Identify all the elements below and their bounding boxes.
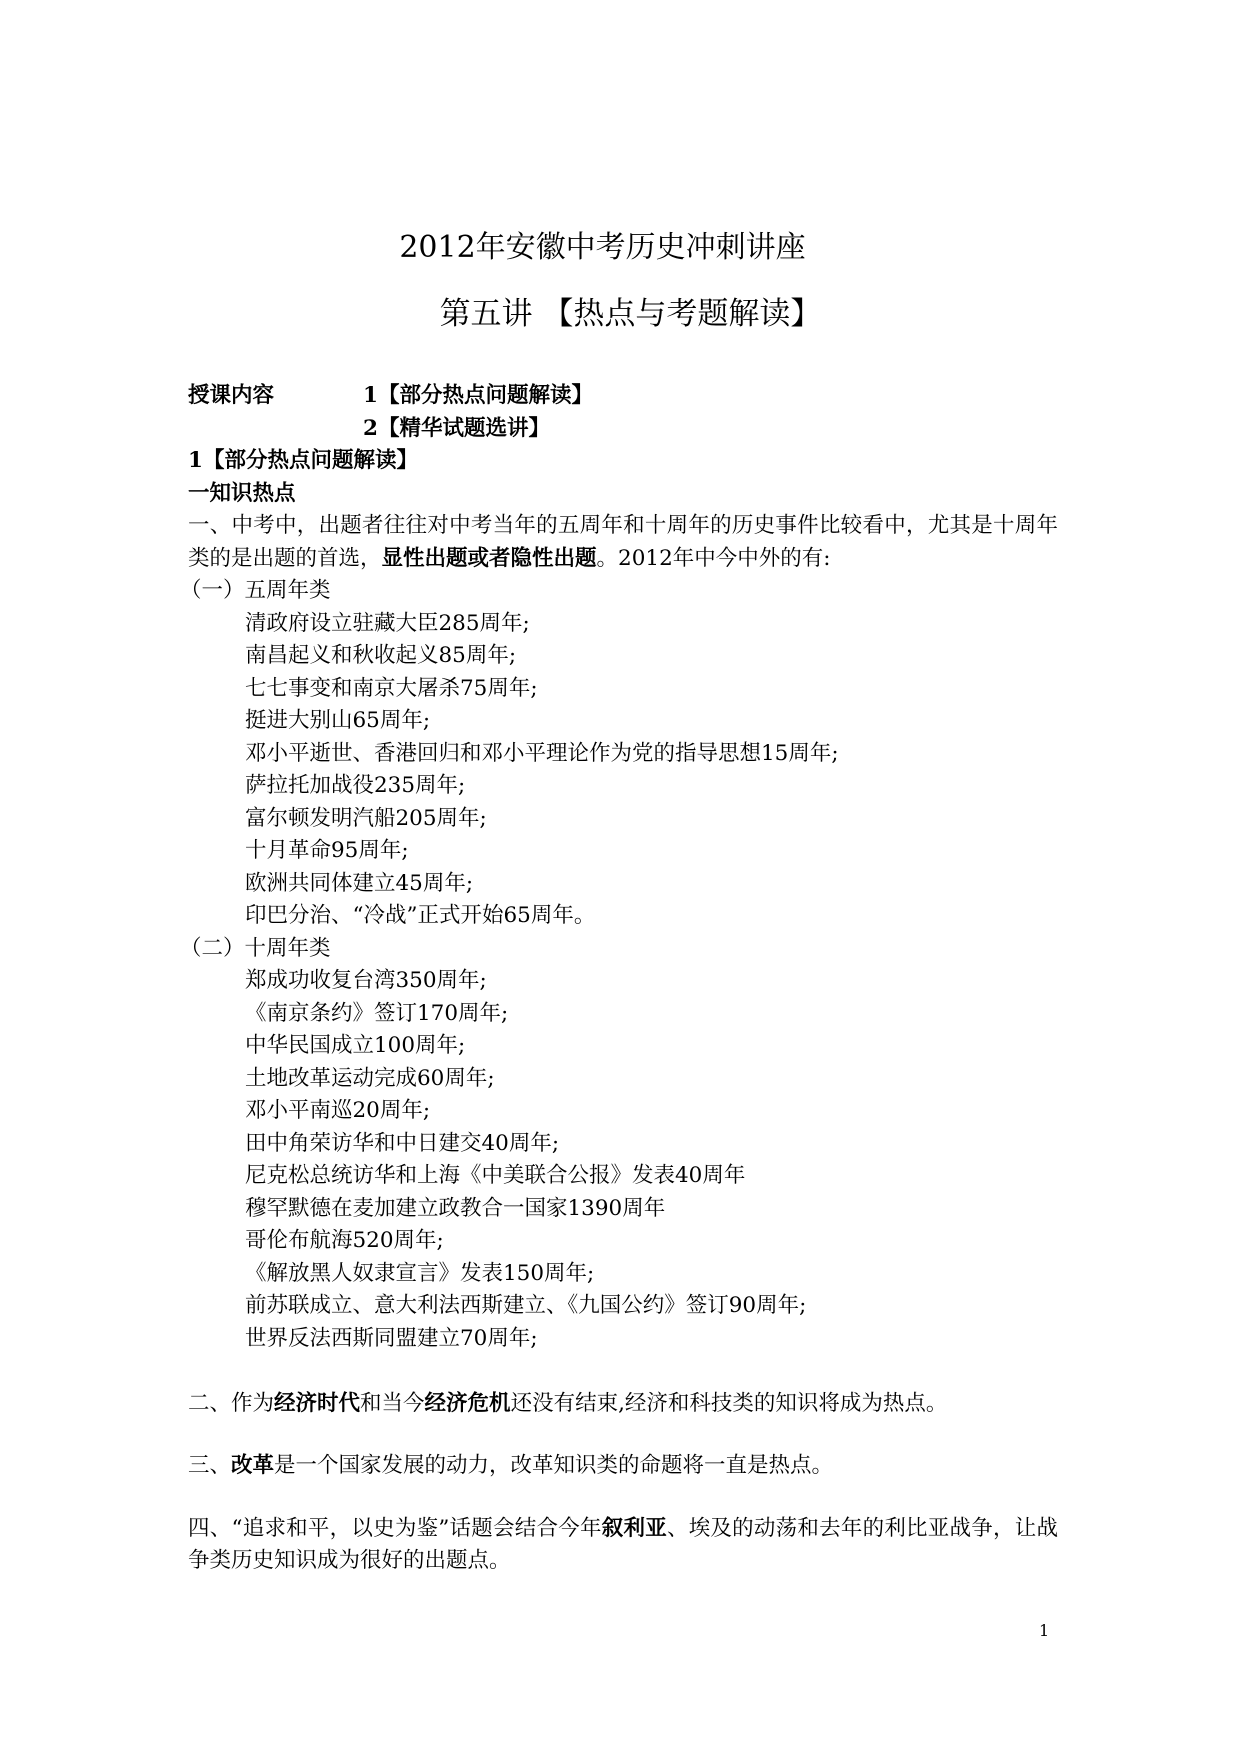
paragraph-text: 、埃及的动荡和去年的利比亚战争，让战争类历史知识成为很好的出题点。 — [188, 1515, 1058, 1573]
list-item: 邓小平南巡20周年; — [245, 1098, 431, 1123]
emphasis-text: 经济危机 — [424, 1390, 511, 1416]
spacer — [188, 1355, 1058, 1388]
list-item: 南昌起义和秋收起义85周年; — [245, 643, 517, 668]
list-item: 挺进大别山65周年; — [245, 708, 431, 733]
document-body — [180, 380, 1058, 1578]
list-item: 尼克松总统访华和上海《中美联合公报》发表40周年 — [245, 1163, 746, 1188]
paragraph-text: 。2012年中今中外的有: — [596, 545, 831, 571]
emphasis-text: 叙利亚 — [601, 1515, 667, 1541]
five-year-list — [188, 608, 1058, 933]
list-item: 富尔顿发明汽船205周年; — [245, 805, 487, 831]
spacer — [188, 1420, 1058, 1450]
paragraph-text: 还没有结束,经济和科技类的知识将成为热点。 — [510, 1390, 948, 1416]
document-title: 2012年安徽中考历史冲刺讲座 — [399, 230, 806, 265]
list-item: 前苏联成立、意大利法西斯建立、《九国公约》签订90周年; — [245, 1293, 807, 1318]
emphasis-text: 显性出题或者隐性出题 — [381, 545, 597, 571]
list-item: 印巴分治、“冷战”正式开始65周年。 — [245, 903, 596, 928]
outline-item: 1【部分热点问题解读】 — [363, 383, 593, 408]
list-item: 世界反法西斯同盟建立70周年; — [245, 1325, 538, 1351]
section-subheading: 一知识热点 — [188, 480, 296, 506]
paragraph-text: 是一个国家发展的动力，改革知识类的命题将一直是热点。 — [274, 1453, 834, 1478]
list-item: 郑成功收复台湾350周年; — [245, 968, 487, 993]
list-item: 七七事变和南京大屠杀75周年; — [245, 675, 538, 701]
paragraph-text: 三、 — [188, 1453, 232, 1478]
spacer — [188, 1483, 1058, 1513]
hotspot-paragraph-3 — [188, 1450, 1058, 1483]
five-year-heading: （一）五周年类 — [180, 578, 331, 603]
emphasis-text: 改革 — [231, 1453, 275, 1478]
list-item: 哥伦布航海520周年; — [245, 1228, 444, 1253]
emphasis-text: 经济时代 — [274, 1390, 361, 1416]
document-subtitle: 第五讲 【热点与考题解读】 — [439, 296, 822, 332]
list-item: 邓小平逝世、香港回归和邓小平理论作为党的指导思想15周年; — [245, 740, 839, 766]
paragraph-text: 二、作为 — [188, 1390, 275, 1416]
list-item: 十月革命95周年; — [245, 838, 409, 863]
hotspot-paragraph-1 — [188, 510, 1058, 575]
list-item: 田中角荣访华和中日建交40周年; — [245, 1130, 560, 1156]
list-item: 《南京条约》签订170周年; — [245, 1000, 509, 1026]
course-outline — [188, 380, 1058, 445]
paragraph-text: 和当今 — [360, 1390, 425, 1416]
hotspot-paragraph-4 — [188, 1513, 1058, 1578]
list-item: 土地改革运动完成60周年; — [245, 1065, 495, 1091]
paragraph-text: 四、“追求和平，以史为鉴”话题会结合今年 — [188, 1515, 602, 1541]
hotspot-paragraph-2 — [188, 1388, 1058, 1421]
list-item: 萨拉托加战役235周年; — [245, 773, 466, 798]
ten-year-heading: （二）十周年类 — [180, 935, 331, 961]
list-item: 清政府设立驻藏大臣285周年; — [245, 610, 530, 636]
section-heading: 1【部分热点问题解读】 — [188, 448, 418, 473]
list-item: 中华民国成立100周年; — [245, 1033, 466, 1058]
outline-item: 2【精华试题选讲】 — [363, 415, 550, 441]
list-item: 穆罕默德在麦加建立政教合一国家1390周年 — [245, 1195, 666, 1221]
list-item: 《解放黑人奴隶宣言》发表150周年; — [245, 1260, 595, 1286]
outline-label: 授课内容 — [188, 383, 275, 408]
list-item: 欧洲共同体建立45周年; — [245, 870, 474, 896]
page-number: 1 — [1039, 1621, 1050, 1640]
paragraph-text: 一、中考中，出题者往往对中考当年的五周年和十周年的历史事件比较看中，尤其是十周年类的是出题的首选， — [188, 513, 1058, 571]
ten-year-list — [188, 965, 1058, 1355]
